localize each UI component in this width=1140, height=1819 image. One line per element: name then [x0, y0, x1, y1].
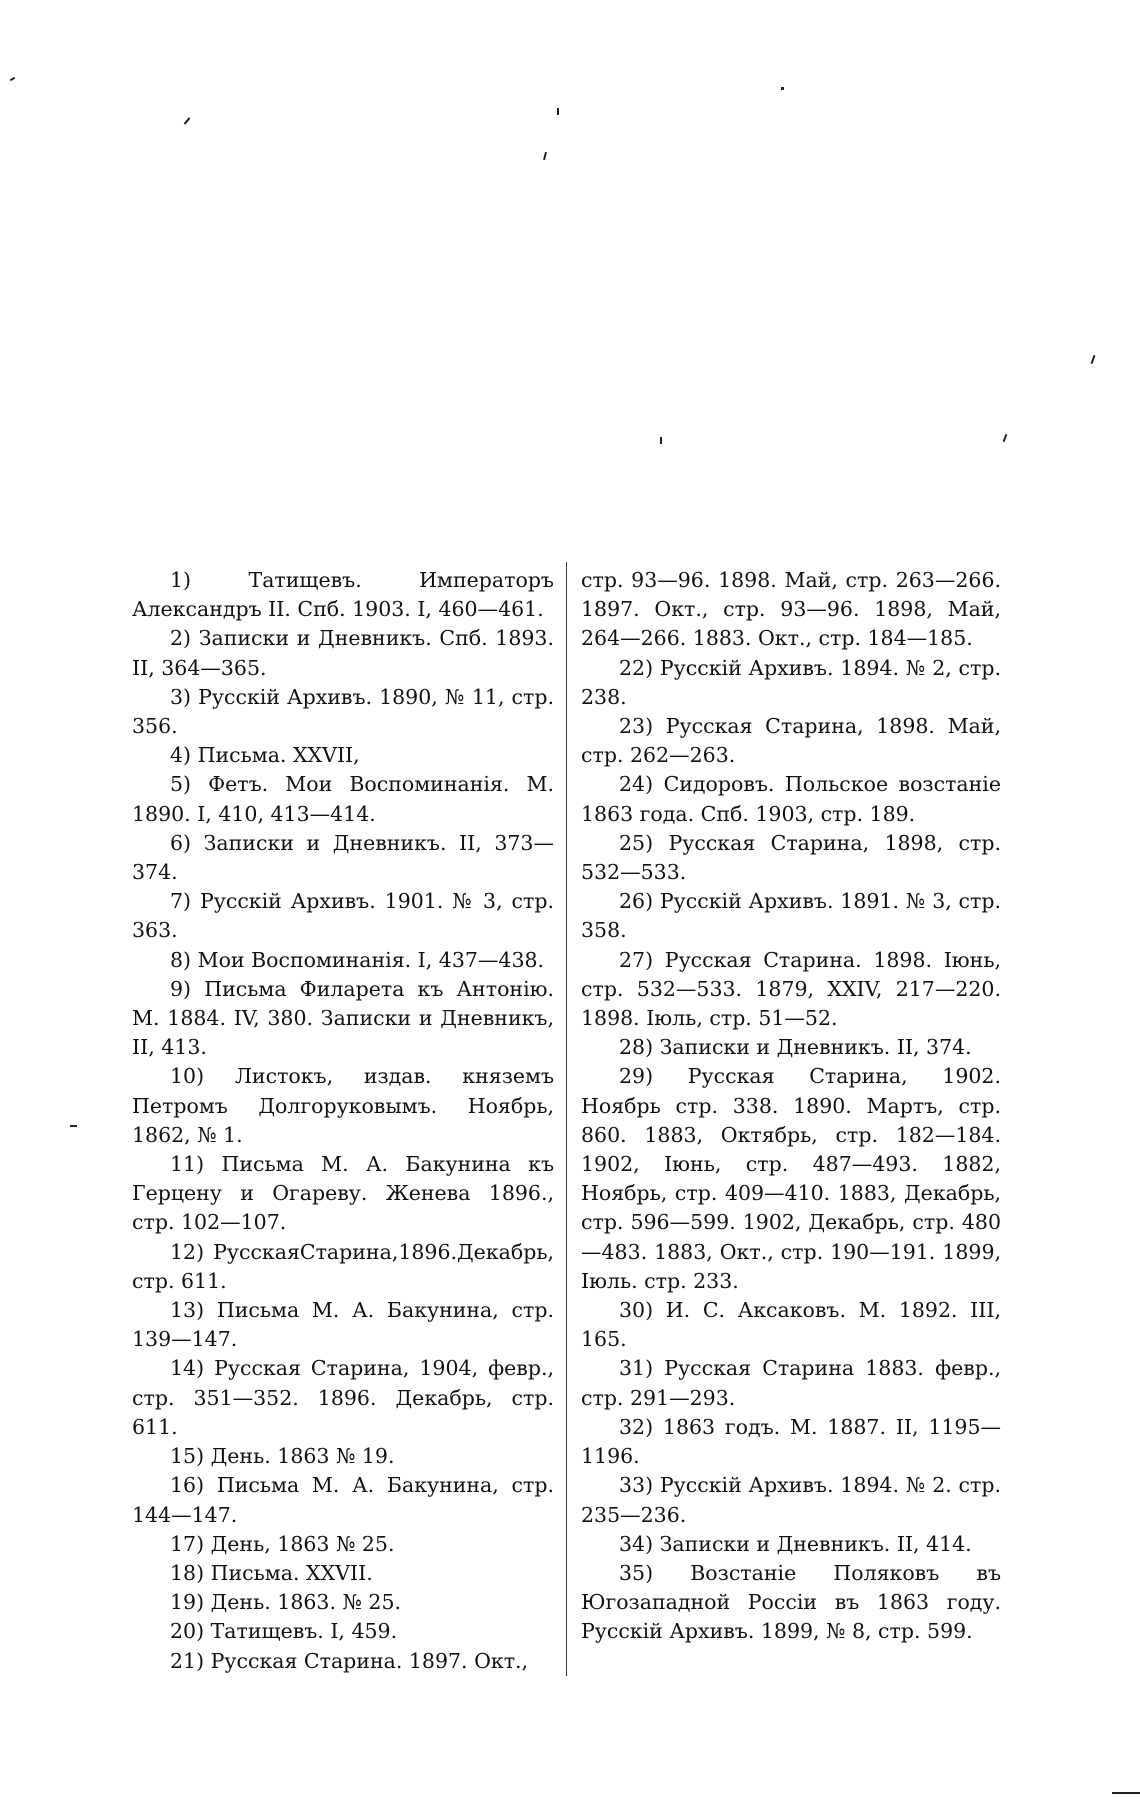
print-speck	[660, 437, 662, 444]
footnote: 9) Письма Филарета къ Антонію. М. 1884. IV, 380. Записки и Дневникъ, II, 413.	[132, 976, 554, 1060]
footnote: 10) Листокъ, издав. княземъ Петромъ Долгоруковымъ. Ноябрь, 1862, № 1.	[132, 1064, 554, 1147]
footnotes-block	[132, 566, 1002, 1676]
footnote: 14) Русская Старина, 1904, февр., стр. 351—352. 1896. Декабрь, стр. 611.	[132, 1356, 554, 1439]
footnote: 5) Фетъ. Мои Воспоминанія. М. 1890. I, 410, 413—414.	[132, 772, 554, 826]
footnote: 22) Русскій Архивъ. 1894. № 2, стр. 238.	[581, 655, 1001, 709]
footnote: 7) Русскій Архивъ. 1901. № 3, стр. 363.	[132, 889, 554, 943]
footnote: 29) Русская Старина, 1902. Ноябрь стр. 338. 1890. Мартъ, стр. 860. 1883, Октябрь, стр. 182—184. 1902, Іюнь, стр. 487—493. 1882, Ноябрь, стр. 409—410. 1883, Декабрь, стр. 596—599. 1902, Декабрь, стр. 480—483. 1883, Окт., стр. 190—191. 1899, Іюль. стр. 233.	[581, 1064, 1001, 1293]
print-speck	[184, 117, 191, 124]
footnote: 31) Русская Старина 1883. февр., стр. 291—293.	[581, 1356, 1001, 1410]
print-speck	[10, 77, 15, 81]
footnote: 27) Русская Старина. 1898. Іюнь, стр. 532—533. 1879, XXIV, 217—220. 1898. Іюль, стр. 51—52.	[581, 947, 1001, 1031]
print-speck	[557, 108, 559, 115]
footnote: 4) Письма. XXVII,	[170, 743, 360, 768]
footnote: 25) Русская Старина, 1898, стр. 532—533.	[581, 830, 1001, 885]
footnote: 30) И. С. Аксаковъ. М. 1892. III, 165.	[581, 1298, 1001, 1352]
footnote: 1) Татищевъ. Императоръ Александръ II. Спб. 1903. I, 460—461.	[132, 568, 554, 622]
footnote: 11) Письма М. А. Бакунина къ Герцену и Огареву. Женева 1896., стр. 102—107.	[132, 1152, 554, 1235]
footnotes-left-column	[132, 566, 566, 1676]
footnotes-right-column	[567, 566, 1001, 1647]
footnote: 6) Записки и Дневникъ. II, 373—374.	[132, 830, 554, 885]
print-speck	[1091, 355, 1096, 364]
footnote: 19) День. 1863. № 25.	[170, 1590, 402, 1615]
footnote: 2) Записки и Дневникъ. Спб. 1893. II, 364—365.	[132, 626, 554, 680]
footnote: 35) Возстаніе Поляковъ въ Югозападной Россіи въ 1863 году. Русскій Архивъ. 1899, № 8, стр. 599.	[581, 1560, 1001, 1644]
footnote: 26) Русскій Архивъ. 1891. № 3, стр. 358.	[581, 889, 1001, 943]
footnote: 21) Русская Старина. 1897. Окт.,	[170, 1648, 529, 1673]
footnote: 13) Письма М. А. Бакунина, стр. 139—147.	[132, 1298, 554, 1352]
footnote: 32) 1863 годъ. М. 1887. II, 1195—1196.	[581, 1414, 1001, 1469]
footnote: 34) Записки и Дневникъ. II, 414.	[619, 1531, 972, 1556]
footnote: 3) Русскій Архивъ. 1890, № 11, стр. 356.	[132, 684, 554, 739]
footnote: 20) Татищевъ. I, 459.	[170, 1619, 398, 1644]
print-speck	[70, 1125, 77, 1127]
footnote: 17) День, 1863 № 25.	[170, 1531, 395, 1556]
footnote: 8) Мои Воспоминанія. I, 437—438.	[170, 947, 545, 972]
print-speck	[781, 87, 784, 90]
footnote: 18) Письма. XXVII.	[170, 1560, 373, 1585]
footnote: 24) Сидоровъ. Польское возстаніе 1863 года. Спб. 1903, стр. 189.	[581, 772, 1001, 826]
print-speck	[1003, 434, 1008, 442]
footnote-continuation: стр. 93—96. 1898. Май, стр. 263—266. 1897. Окт., стр. 93—96. 1898, Май, 264—266. 1883. Окт., стр. 184—185.	[581, 568, 1001, 651]
footnote: 12) РусскаяСтарина,1896.Декабрь, стр. 611.	[132, 1239, 554, 1293]
footnote: 23) Русская Старина, 1898. Май, стр. 262—263.	[581, 714, 1001, 768]
footnote: 28) Записки и Дневникъ. II, 374.	[619, 1035, 972, 1060]
print-speck	[543, 152, 547, 160]
footnote: 15) День. 1863 № 19.	[170, 1444, 395, 1469]
print-speck	[1112, 1792, 1140, 1794]
footnote: 33) Русскій Архивъ. 1894. № 2. стр. 235—236.	[581, 1473, 1001, 1527]
footnote: 16) Письма М. А. Бакунина, стр. 144—147.	[132, 1473, 554, 1527]
